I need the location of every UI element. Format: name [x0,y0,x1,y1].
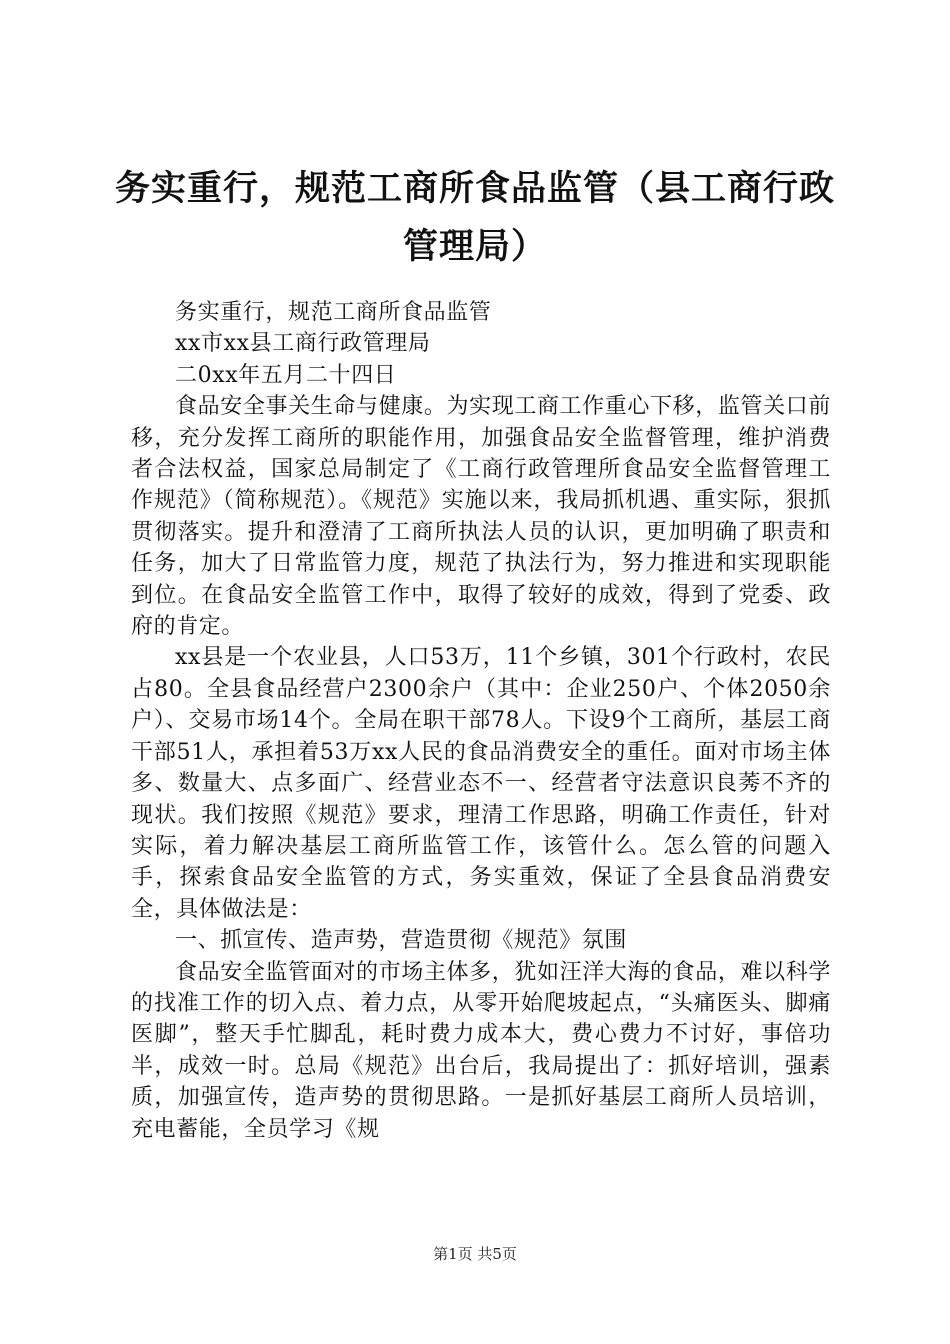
author-line: xx市xx县工商行政管理局 [175,331,431,357]
subtitle-line: 务实重行，规范工商所食品监管 [175,300,492,325]
page-footer: 第1页 共5页 [433,1245,517,1263]
date-line: 二0xx年五月二十四日 [175,362,397,388]
section-heading: 一、抓宣传、造声势，营造贯彻《规范》氛围 [175,928,628,954]
body-paragraph: 食品安全监管面对的市场主体多，犹如汪洋大海的食品，难以科学的找准工作的切入点、着力点，从零开始爬坡起点，“头痛医头、脚痛医脚”，整天手忙脚乱，耗时费力成本大，费心费力不讨好，事倍功半，成效一时。总局《规范》出台后，我局提出了：抓好培训，强素质，加强宣传，造声势的贯彻思路。一是抓好基层工商所人员培训，充电蓄能，全员学习《规 [131,959,831,1142]
document-body [131,297,831,1145]
body-paragraph: 食品安全事关生命与健康。为实现工商工作重心下移，监管关口前移，充分发挥工商所的职能作用，加强食品安全监督管理，维护消费者合法权益，国家总局制定了《工商行政管理所食品安全监督管理工作规范》（简称规范）。《规范》实施以来，我局抓机遇、重实际，狠抓贯彻落实。提升和澄清了工商所执法人员的认识，更加明确了职责和任务，加大了日常监管力度，规范了执法行为，努力推进和实现职能到位。在食品安全监管工作中，取得了较好的成效，得到了党委、政府的肯定。 [131,394,831,640]
body-paragraph: xx县是一个农业县，人口53万，11个乡镇，301个行政村，农民占80。全县食品经营户2300余户（其中：企业250户、个体2050余户）、交易市场14个。全局在职干部78人。下设9个工商所，基层工商干部51人，承担着53万xx人民的食品消费安全的重任。面对市场主体多、数量大、点多面广、经营业态不一、经营者守法意识良莠不齐的现状。我们按照《规范》要求，理清工作思路，明确工作责任，针对实际，着力解决基层工商所监管工作，该管什么。怎么管的问题入手，探索食品安全监管的方式，务实重效，保证了全县食品消费安全，具体做法是： [131,645,831,922]
document-title: 务实重行，规范工商所食品监管（县工商行政管理局） [114,169,835,267]
